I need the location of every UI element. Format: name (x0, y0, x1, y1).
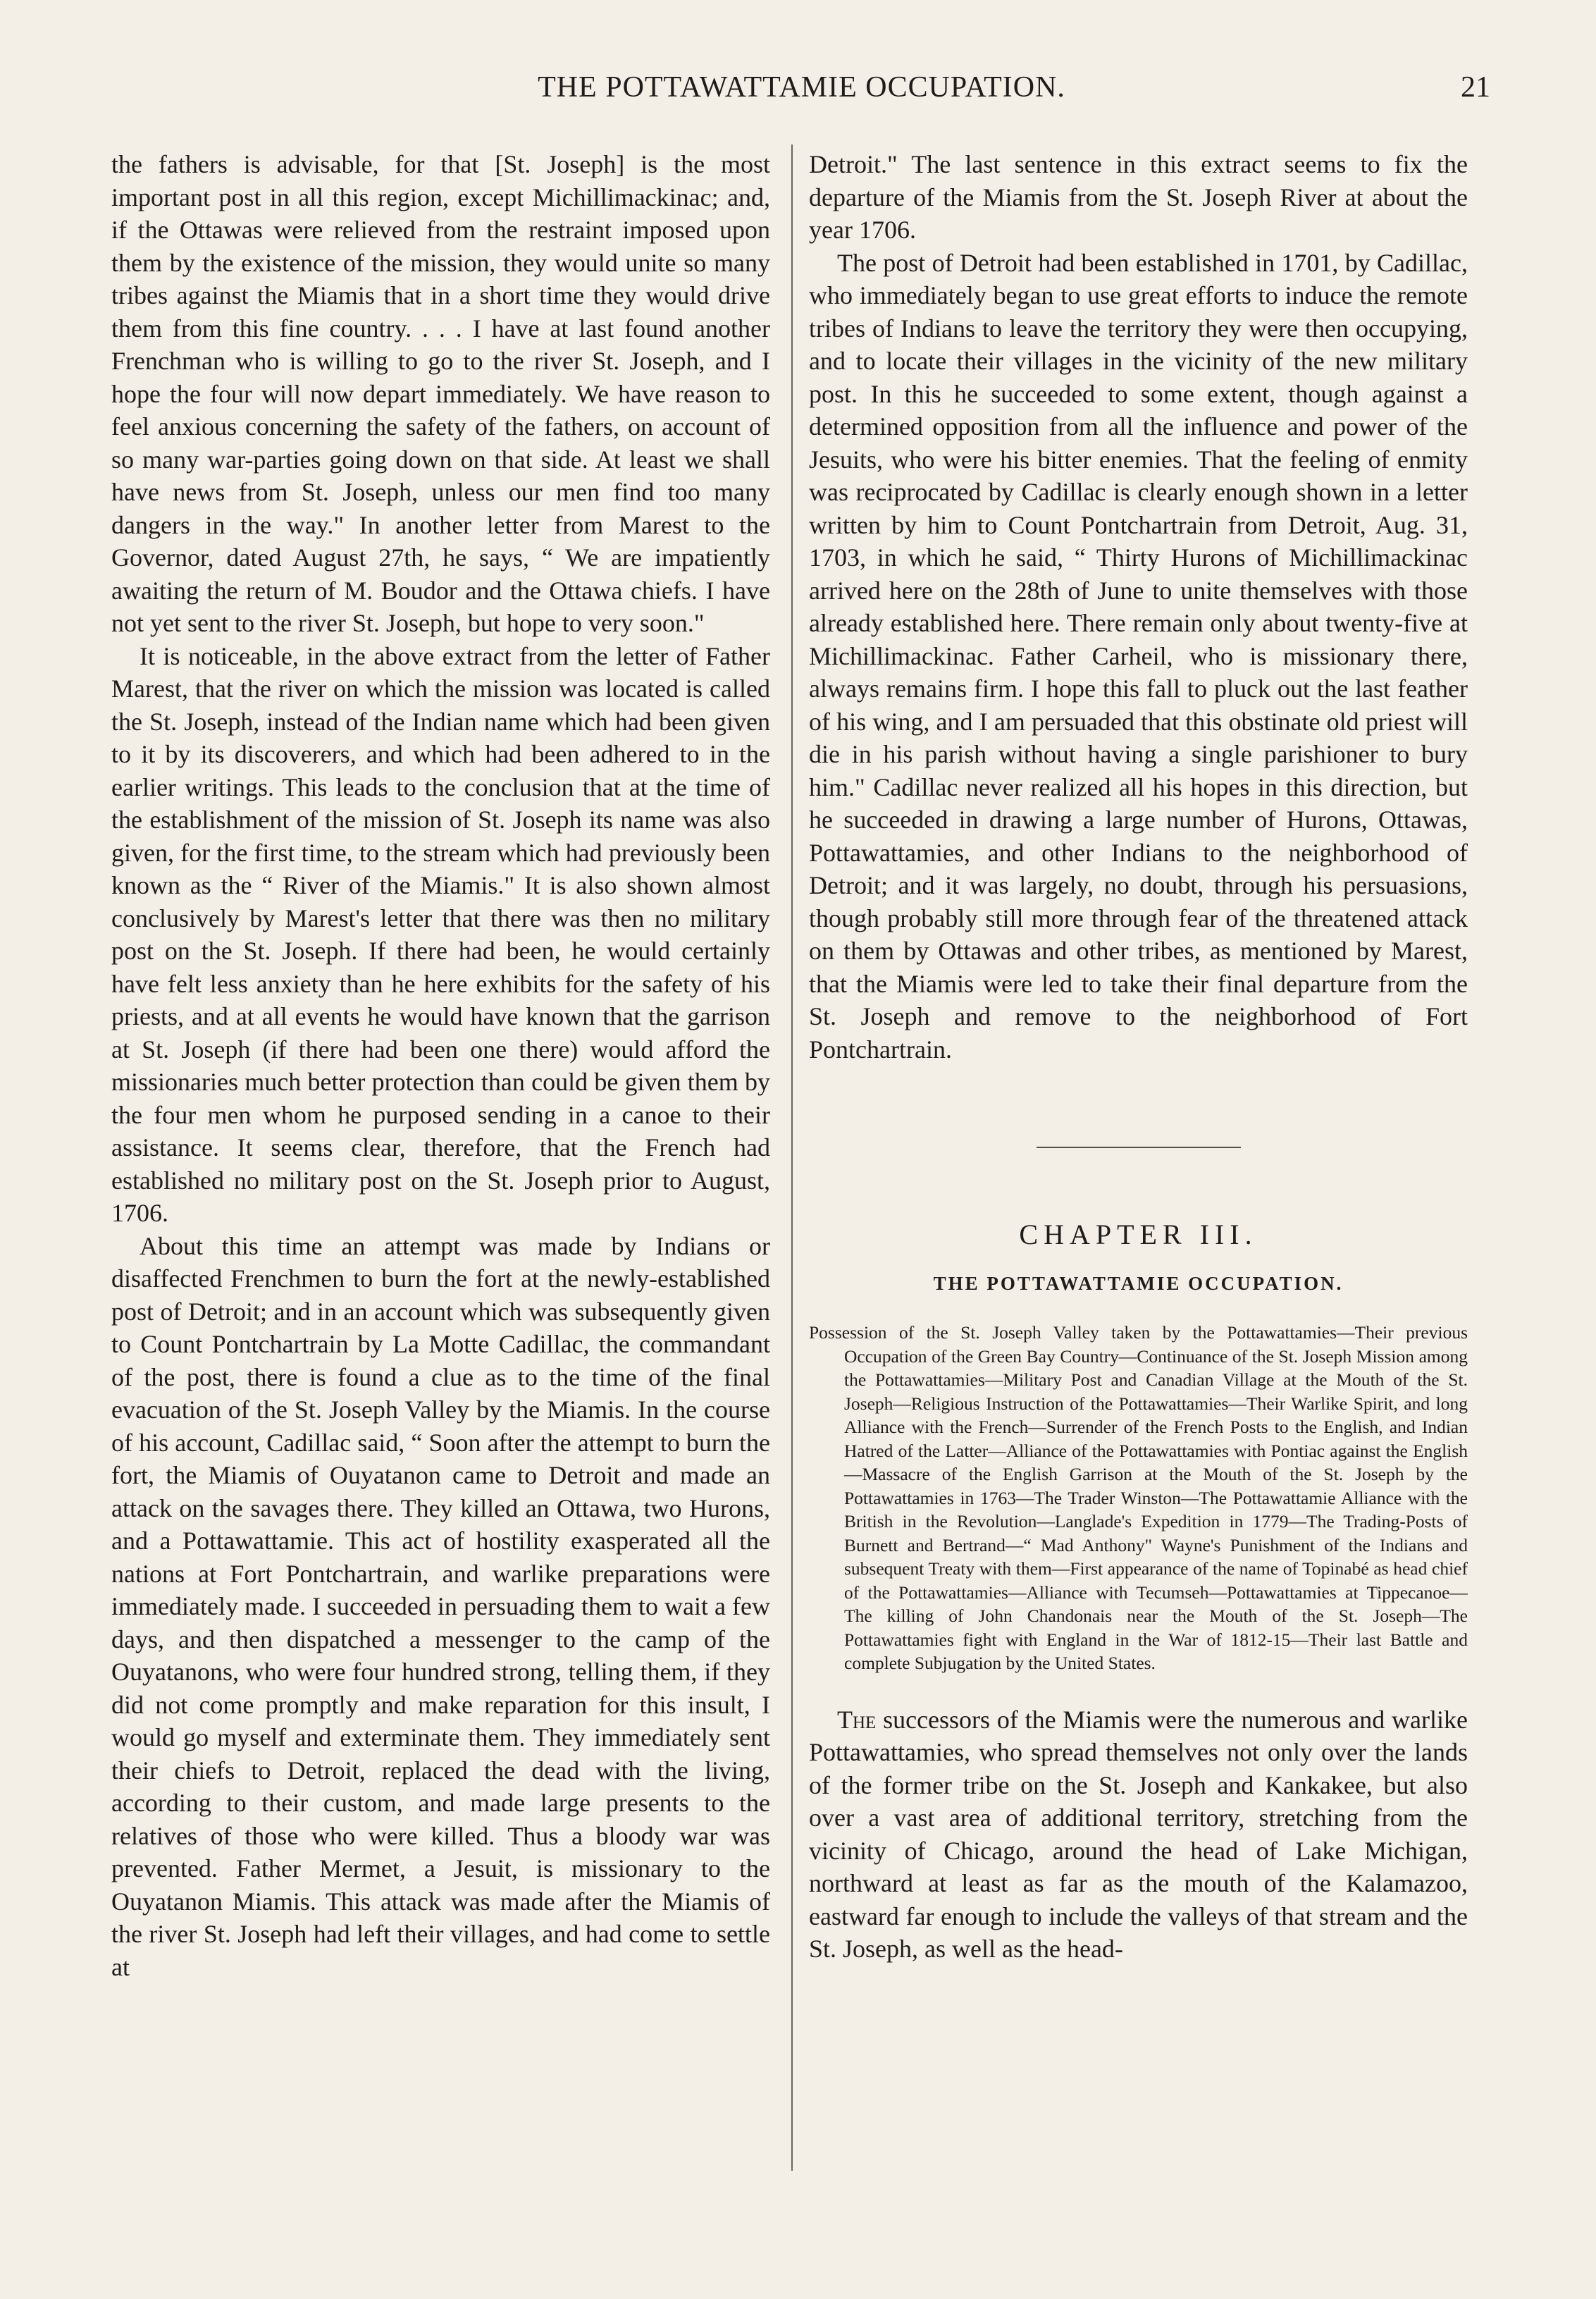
paragraph: the fathers is advisable, for that [St. Joseph] is the most important post in all this region, except Michillimackinac; and, if the Ottawas were relieved from the restraint imposed upon them by the existence of the mission, they would unite so many tribes against the Miamis that in a short time they would drive them from this fine country. . . . I have at last found another Frenchman who is willing to go to the river St. Joseph, and I hope the four will now depart immediately. We have reason to feel anxious concerning the safety of the fathers, on account of so many war-parties going down on that side. At least we shall have news from St. Joseph, unless our men find too many dangers in the way." In another letter from Marest to the Governor, dated August 27th, he says, “ We are impatiently awaiting the return of M. Boudor and the Ottawa chiefs. I have not yet sent to the river St. Joseph, but hope to very soon." (111, 150, 770, 637)
left-column (111, 148, 770, 2185)
right-column (809, 148, 1468, 2185)
chapter-subtitle: THE POTTAWATTAMIE OCCUPATION. (933, 1272, 1344, 1294)
paragraph-text: successors of the Miamis were the numerous and warlike Pottawattamies, who spread themselves not only over the lands of the former tribe on the St. Joseph and Kankakee, but also over a vast area of additional territory, stretching from the vicinity of Chicago, around the head of Lake Michigan, northward at least as far as the mouth of the Kalamazoo, eastward far enough to include the valleys of that stream and the St. Joseph, as well as the head- (809, 1705, 1468, 1963)
running-title: THE POTTAWATTAMIE OCCUPATION. (538, 71, 1065, 104)
paragraph: Detroit." The last sentence in this extract seems to fix the departure of the Miamis from the St. Joseph River at about the year 1706. (809, 150, 1468, 244)
chapter-title: CHAPTER III. (1019, 1219, 1258, 1250)
column-divider (791, 144, 793, 2171)
paragraph-lead-word: The (837, 1705, 877, 1734)
paragraph: About this time an attempt was made by Indians or disaffected Frenchmen to burn the fort at the newly-established post of Detroit; and in an account which was subsequently given to Count Pontchartrain by La Motte Cadillac, the commandant of the post, there is found a clue as to the time of the final evacuation of the St. Joseph Valley by the Miamis. In the course of his account, Cadillac said, “ Soon after the attempt to burn the fort, the Miamis of Ouyatanon came to Detroit and made an attack on the savages there. They killed an Ottawa, two Hurons, and a Pottawattamie. This act of hostility exasperated all the nations at Fort Pontchartrain, and warlike preparations were immediately made. I succeeded in persuading them to wait a few days, and then dispatched a messenger to the camp of the Ouyatanons, who were four hundred strong, telling them, if they did not come promptly and make reparation for this insult, I would go myself and exterminate them. They immediately sent their chiefs to Detroit, replaced the dead with the living, according to their custom, and made large presents to the relatives of those who were killed. Thus a bloody war was prevented. Father Mermet, a Jesuit, is missionary to the Ouyatanon Miamis. This attack was made after the Miamis of the river St. Joseph had left their villages, and had come to settle at (111, 1231, 770, 1981)
paragraph (809, 1703, 1468, 1966)
paragraph: It is noticeable, in the above extract from the letter of Father Marest, that the river on which the mission was located is called the St. Joseph, instead of the Indian name which had been given to it by its discoverers, and which had been adhered to in the earlier writings. This leads to the conclusion that at the time of the establishment of the mission of St. Joseph its name was also given, for the first time, to the stream which had previously been known as the “ River of the Miamis." It is also shown almost conclusively by Marest's letter that there was then no military post on the St. Joseph. If there had been, he would certainly have felt less anxiety than he here exhibits for the safety of his priests, and at all events he would have known that the garrison at St. Joseph (if there had been one there) would afford the missionaries much better protection than could be given them by the four men whom he purposed sending in a canoe to their assistance. It seems clear, therefore, that the French had established no military post on the St. Joseph prior to August, 1706. (111, 641, 770, 1227)
chapter-synopsis: Possession of the St. Joseph Valley taken by the Pottawattamies—Their previous Occupation of the Green Bay Country—Continuance of the St. Joseph Mission among the Pottawattamies—Military Post and Canadian Village at the Mouth of the St. Joseph—Religious Instruction of the Pottawattamies—Their Warlike Spirit, and long Alliance with the French—Surrender of the French Posts to the English, and Indian Hatred of the Latter—Alliance of the Pottawattamies with Pontiac against the English—Massacre of the English Garrison at the Mouth of the St. Joseph by the Pottawattamies in 1763—The Trader Winston—The Pottawattamie Alliance with the British in the Revolution—Langlade's Expedition in 1779—The Trading-Posts of Burnett and Bertrand—“ Mad Anthony" Wayne's Punishment of the Indians and subsequent Treaty with them—First appearance of the name of Topinabé as head chief of the Pottawattamies—Alliance with Tecumseh—Pottawattamies at Tippecanoe—The killing of John Chandonais near the Mouth of the St. Joseph—The Pottawattamies fight with England in the War of 1812-15—Their last Battle and complete Subjugation by the United States. (809, 1322, 1468, 1673)
section-separator (1037, 1147, 1241, 1148)
page-number: 21 (1461, 71, 1490, 104)
paragraph: The post of Detroit had been established in 1701, by Cadillac, who immediately began to use great efforts to induce the remote tribes of Indians to leave the territory they were then occupying, and to locate their villages in the vicinity of the new military post. In this he succeeded to some extent, though against a determined opposition from all the influence and power of the Jesuits, who were his bitter enemies. That the feeling of enmity was reciprocated by Cadillac is clearly enough shown in a letter written by him to Count Pontchartrain from Detroit, Aug. 31, 1703, in which he said, “ Thirty Hurons of Michillimackinac arrived here on the 28th of June to unite themselves with those already established here. There remain only about twenty-five at Michillimackinac. Father Carheil, who is missionary there, always remains firm. I hope this fall to pluck out the last feather of his wing, and I am persuaded that this obstinate old priest will die in his parish without having a single parishioner to bury him." Cadillac never realized all his hopes in this direction, but he succeeded in drawing a large number of Hurons, Ottawas, Pottawattamies, and other Indians to the neighborhood of Detroit; and it was largely, no doubt, through his persuasions, though probably still more through fear of the threatened attack on them by Ottawas and other tribes, as mentioned by Marest, that the Miamis were led to take their final departure from the St. Joseph and remove to the neighborhood of Fort Pontchartrain. (809, 248, 1468, 1064)
page-header (113, 70, 1490, 120)
